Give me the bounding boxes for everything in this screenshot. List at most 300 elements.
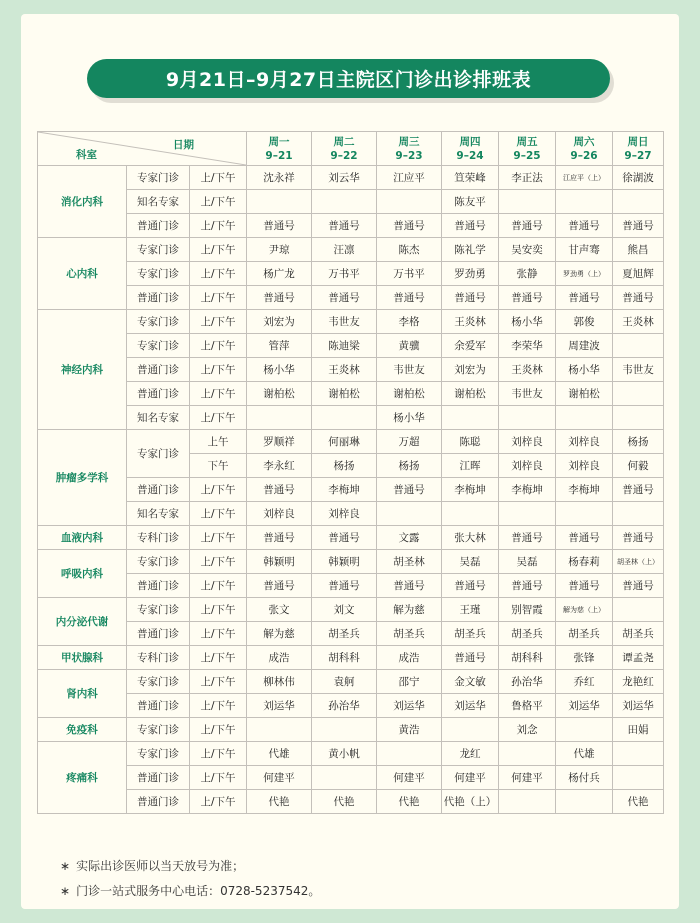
doctor-cell [499, 790, 556, 814]
clinic-type: 普通门诊 [127, 766, 190, 790]
doctor-cell: 李正法 [499, 166, 556, 190]
doctor-cell: 普通号 [613, 526, 664, 550]
table-row [38, 598, 664, 622]
doctor-cell: 何建平 [499, 766, 556, 790]
doctor-cell: 杨扬 [312, 454, 377, 478]
session-time: 上/下午 [190, 382, 247, 406]
doctor-cell: 刘运华 [247, 694, 312, 718]
doctor-cell: 杨小华 [377, 406, 442, 430]
doctor-cell: 胡科科 [312, 646, 377, 670]
clinic-type: 知名专家 [127, 502, 190, 526]
session-time: 上/下午 [190, 406, 247, 430]
table-row [38, 574, 664, 598]
doctor-cell [499, 190, 556, 214]
doctor-cell: 普通号 [442, 286, 499, 310]
doctor-cell: 代艳（上） [442, 790, 499, 814]
note-item [60, 854, 320, 879]
doctor-cell [442, 406, 499, 430]
doctor-cell: 刘梓良 [556, 454, 613, 478]
doctor-cell: 杨小华 [556, 358, 613, 382]
doctor-cell: 刘宏为 [442, 358, 499, 382]
doctor-cell: 韦世友 [377, 358, 442, 382]
doctor-cell: 乔红 [556, 670, 613, 694]
doctor-cell: 普通号 [499, 526, 556, 550]
doctor-cell: 陈礼学 [442, 238, 499, 262]
day-header [312, 132, 377, 166]
clinic-type: 专家门诊 [127, 550, 190, 574]
date-label: 日期 [173, 139, 195, 151]
doctor-cell: 刘梓良 [499, 430, 556, 454]
doctor-cell: 刘梓良 [556, 430, 613, 454]
table-row [38, 694, 664, 718]
doctor-cell: 王炎林 [442, 310, 499, 334]
doctor-cell: 杨扬 [613, 430, 664, 454]
doctor-cell: 王炎林 [613, 310, 664, 334]
doctor-cell: 韦世友 [312, 310, 377, 334]
doctor-cell: 普通号 [499, 286, 556, 310]
schedule-table [37, 131, 664, 814]
session-time: 上/下午 [190, 334, 247, 358]
doctor-cell: 周建波 [556, 334, 613, 358]
doctor-cell: 普通号 [499, 574, 556, 598]
doctor-cell: 沈永祥 [247, 166, 312, 190]
doctor-cell: 刘运华 [377, 694, 442, 718]
weekday-label: 周四 [459, 135, 481, 148]
doctor-cell: 刘梓良 [312, 502, 377, 526]
clinic-type: 专家门诊 [127, 334, 190, 358]
doctor-cell: 谢柏松 [377, 382, 442, 406]
doctor-cell: 胡圣兵 [499, 622, 556, 646]
doctor-cell: 何丽琳 [312, 430, 377, 454]
doctor-cell: 柳林伟 [247, 670, 312, 694]
session-time: 上/下午 [190, 718, 247, 742]
doctor-cell: 代艳 [613, 790, 664, 814]
table-row [38, 190, 664, 214]
doctor-cell: 王炎林 [499, 358, 556, 382]
doctor-cell: 孙治华 [312, 694, 377, 718]
session-time: 上/下午 [190, 358, 247, 382]
doctor-cell: 普通号 [556, 526, 613, 550]
table-row [38, 766, 664, 790]
doctor-cell: 谢柏松 [556, 382, 613, 406]
doctor-cell: 普通号 [312, 286, 377, 310]
table-row [38, 406, 664, 430]
doctor-cell: 普通号 [377, 286, 442, 310]
table-row [38, 718, 664, 742]
doctor-cell [499, 742, 556, 766]
doctor-cell [556, 502, 613, 526]
table-row [38, 382, 664, 406]
doctor-cell: 袁舸 [312, 670, 377, 694]
session-time: 上/下午 [190, 694, 247, 718]
doctor-cell: 管萍 [247, 334, 312, 358]
doctor-cell [613, 742, 664, 766]
doctor-cell: 谢柏松 [442, 382, 499, 406]
doctor-cell: 普通号 [247, 286, 312, 310]
note-item [60, 879, 320, 904]
doctor-cell: 刘云华 [312, 166, 377, 190]
doctor-cell [442, 718, 499, 742]
table-row [38, 310, 664, 334]
doctor-cell: 普通号 [312, 214, 377, 238]
doctor-cell: 胡圣兵 [556, 622, 613, 646]
doctor-cell: 普通号 [442, 646, 499, 670]
date-label: 9–27 [624, 149, 652, 162]
doctor-cell: 杨小华 [247, 358, 312, 382]
department-name: 疼痛科 [38, 742, 127, 814]
department-name: 神经内科 [38, 310, 127, 430]
session-time: 上/下午 [190, 310, 247, 334]
session-time: 上/下午 [190, 742, 247, 766]
clinic-type: 知名专家 [127, 406, 190, 430]
doctor-cell: 李梅坤 [556, 478, 613, 502]
date-label: 9–21 [265, 149, 293, 162]
doctor-cell: 邵宁 [377, 670, 442, 694]
department-name: 血液内科 [38, 526, 127, 550]
doctor-cell [377, 502, 442, 526]
date-label: 9–22 [330, 149, 358, 162]
doctor-cell: 解为慈（上） [556, 598, 613, 622]
clinic-type: 普通门诊 [127, 382, 190, 406]
weekday-label: 周一 [268, 135, 290, 148]
doctor-cell: 胡圣兵 [377, 622, 442, 646]
department-name: 消化内科 [38, 166, 127, 238]
clinic-type: 专家门诊 [127, 742, 190, 766]
doctor-cell: 吴安奕 [499, 238, 556, 262]
doctor-cell: 张大林 [442, 526, 499, 550]
doctor-cell: 江晖 [442, 454, 499, 478]
doctor-cell: 刘运华 [442, 694, 499, 718]
table-row [38, 262, 664, 286]
clinic-type: 专家门诊 [127, 430, 190, 478]
doctor-cell: 普通号 [247, 478, 312, 502]
day-header [247, 132, 312, 166]
clinic-type: 专家门诊 [127, 598, 190, 622]
session-time: 上/下午 [190, 478, 247, 502]
session-time: 上/下午 [190, 238, 247, 262]
doctor-cell: 杨广龙 [247, 262, 312, 286]
doctor-cell: 代艳 [377, 790, 442, 814]
session-time: 上/下午 [190, 790, 247, 814]
doctor-cell: 龙红 [442, 742, 499, 766]
doctor-cell: 张静 [499, 262, 556, 286]
doctor-cell: 汪凛 [312, 238, 377, 262]
doctor-cell [377, 742, 442, 766]
doctor-cell: 成浩 [377, 646, 442, 670]
doctor-cell [613, 598, 664, 622]
doctor-cell: 徐湖波 [613, 166, 664, 190]
doctor-cell: 普通号 [377, 214, 442, 238]
weekday-label: 周二 [333, 135, 355, 148]
doctor-cell [556, 190, 613, 214]
doctor-cell: 陈杰 [377, 238, 442, 262]
clinic-type: 专科门诊 [127, 526, 190, 550]
doctor-cell [556, 790, 613, 814]
doctor-cell: 郭俊 [556, 310, 613, 334]
doctor-cell: 孙治华 [499, 670, 556, 694]
doctor-cell [613, 382, 664, 406]
doctor-cell: 代雄 [247, 742, 312, 766]
clinic-type: 专科门诊 [127, 646, 190, 670]
doctor-cell: 王瑾 [442, 598, 499, 622]
doctor-cell: 李梅坤 [312, 478, 377, 502]
page-title: 9月21日–9月27日主院区门诊出诊排班表 [87, 59, 610, 98]
doctor-cell: 代雄 [556, 742, 613, 766]
session-time: 上/下午 [190, 766, 247, 790]
doctor-cell: 王炎林 [312, 358, 377, 382]
doctor-cell: 别智霞 [499, 598, 556, 622]
doctor-cell: 谢柏松 [247, 382, 312, 406]
session-time: 上/下午 [190, 574, 247, 598]
doctor-cell [247, 190, 312, 214]
doctor-cell: 普通号 [556, 286, 613, 310]
weekday-label: 周日 [627, 135, 649, 148]
table-row [38, 742, 664, 766]
doctor-cell: 胡圣林 [377, 550, 442, 574]
table-row [38, 646, 664, 670]
session-time: 上/下午 [190, 190, 247, 214]
doctor-cell: 韩颖明 [247, 550, 312, 574]
dept-label: 科室 [76, 149, 97, 161]
session-time: 上/下午 [190, 262, 247, 286]
doctor-cell [247, 718, 312, 742]
doctor-cell: 普通号 [556, 214, 613, 238]
session-time: 上/下午 [190, 646, 247, 670]
header-row [38, 132, 664, 166]
note-text: 实际出诊医师以当天放号为准； [76, 859, 245, 873]
clinic-type: 普通门诊 [127, 574, 190, 598]
doctor-cell: 余爱军 [442, 334, 499, 358]
doctor-cell [556, 406, 613, 430]
doctor-cell [613, 406, 664, 430]
day-header [556, 132, 613, 166]
doctor-cell: 张文 [247, 598, 312, 622]
doctor-cell: 黄骥 [377, 334, 442, 358]
notes [60, 854, 320, 904]
doctor-cell: 普通号 [442, 574, 499, 598]
session-time: 上/下午 [190, 526, 247, 550]
date-label: 9–23 [395, 149, 423, 162]
doctor-cell: 胡科科 [499, 646, 556, 670]
doctor-cell [442, 502, 499, 526]
doctor-cell: 刘文 [312, 598, 377, 622]
day-header [613, 132, 664, 166]
table-row [38, 238, 664, 262]
table-row [38, 526, 664, 550]
doctor-cell: 胡圣兵 [312, 622, 377, 646]
doctor-cell: 李梅坤 [442, 478, 499, 502]
doctor-cell: 韩颖明 [312, 550, 377, 574]
doctor-cell: 刘念 [499, 718, 556, 742]
doctor-cell: 普通号 [312, 574, 377, 598]
doctor-cell: 刘梓良 [499, 454, 556, 478]
doctor-cell [556, 718, 613, 742]
header-corner [38, 132, 247, 166]
doctor-cell: 普通号 [556, 574, 613, 598]
table-row [38, 790, 664, 814]
doctor-cell: 刘宏为 [247, 310, 312, 334]
doctor-cell: 谢柏松 [312, 382, 377, 406]
doctor-cell: 鲁格平 [499, 694, 556, 718]
doctor-cell: 李格 [377, 310, 442, 334]
doctor-cell: 解为慈 [377, 598, 442, 622]
department-name: 呼吸内科 [38, 550, 127, 598]
doctor-cell: 江应平 [377, 166, 442, 190]
clinic-type: 普通门诊 [127, 286, 190, 310]
session-time: 上/下午 [190, 622, 247, 646]
doctor-cell: 杨扬 [377, 454, 442, 478]
doctor-cell: 张锋 [556, 646, 613, 670]
doctor-cell: 普通号 [377, 478, 442, 502]
doctor-cell: 甘声骞 [556, 238, 613, 262]
doctor-cell: 何建平 [247, 766, 312, 790]
table-row [38, 430, 664, 454]
clinic-type: 专家门诊 [127, 166, 190, 190]
department-name: 甲状腺科 [38, 646, 127, 670]
doctor-cell [613, 190, 664, 214]
day-header [377, 132, 442, 166]
department-name: 肾内科 [38, 670, 127, 718]
clinic-type: 专家门诊 [127, 718, 190, 742]
doctor-cell: 万书平 [377, 262, 442, 286]
doctor-cell [613, 502, 664, 526]
doctor-cell: 罗顺祥 [247, 430, 312, 454]
doctor-cell: 代艳 [312, 790, 377, 814]
doctor-cell: 吴磊 [442, 550, 499, 574]
clinic-type: 普通门诊 [127, 478, 190, 502]
doctor-cell: 普通号 [613, 574, 664, 598]
table-row [38, 214, 664, 238]
table-row [38, 670, 664, 694]
doctor-cell: 刘运华 [556, 694, 613, 718]
clinic-type: 专家门诊 [127, 238, 190, 262]
doctor-cell: 杨春莉 [556, 550, 613, 574]
clinic-type: 普通门诊 [127, 622, 190, 646]
doctor-cell: 陈聪 [442, 430, 499, 454]
doctor-cell: 文露 [377, 526, 442, 550]
table-row [38, 286, 664, 310]
table-row [38, 478, 664, 502]
asterisk-icon: ∗ [60, 859, 71, 873]
doctor-cell: 普通号 [499, 214, 556, 238]
doctor-cell: 李梅坤 [499, 478, 556, 502]
doctor-cell: 普通号 [247, 574, 312, 598]
doctor-cell [312, 190, 377, 214]
doctor-cell: 普通号 [247, 526, 312, 550]
department-name: 内分泌代谢 [38, 598, 127, 646]
doctor-cell: 江应平（上） [556, 166, 613, 190]
clinic-type: 普通门诊 [127, 790, 190, 814]
session-time: 上/下午 [190, 598, 247, 622]
clinic-type: 专家门诊 [127, 310, 190, 334]
clinic-type: 普通门诊 [127, 358, 190, 382]
clinic-type: 知名专家 [127, 190, 190, 214]
doctor-cell: 普通号 [442, 214, 499, 238]
clinic-type: 专家门诊 [127, 670, 190, 694]
doctor-cell: 陈友平 [442, 190, 499, 214]
table-row [38, 334, 664, 358]
day-header [499, 132, 556, 166]
doctor-cell [377, 190, 442, 214]
doctor-cell: 尹琼 [247, 238, 312, 262]
session-time: 下午 [190, 454, 247, 478]
doctor-cell: 龙艳红 [613, 670, 664, 694]
date-label: 9–26 [570, 149, 598, 162]
doctor-cell: 刘梓良 [247, 502, 312, 526]
doctor-cell: 胡圣兵 [613, 622, 664, 646]
doctor-cell: 罗劲勇 [442, 262, 499, 286]
session-time: 上/下午 [190, 214, 247, 238]
doctor-cell: 胡圣林（上） [613, 550, 664, 574]
doctor-cell: 熊昌 [613, 238, 664, 262]
doctor-cell [247, 406, 312, 430]
doctor-cell: 夏旭辉 [613, 262, 664, 286]
doctor-cell: 何毅 [613, 454, 664, 478]
clinic-type: 普通门诊 [127, 694, 190, 718]
day-header [442, 132, 499, 166]
doctor-cell: 金文敏 [442, 670, 499, 694]
department-name: 心内科 [38, 238, 127, 310]
doctor-cell: 谭孟尧 [613, 646, 664, 670]
asterisk-icon: ∗ [60, 884, 71, 898]
doctor-cell [613, 766, 664, 790]
doctor-cell: 普通号 [247, 214, 312, 238]
department-name: 肿瘤多学科 [38, 430, 127, 526]
doctor-cell [499, 502, 556, 526]
doctor-cell: 万书平 [312, 262, 377, 286]
doctor-cell [312, 406, 377, 430]
doctor-cell: 普通号 [613, 478, 664, 502]
session-time: 上/下午 [190, 286, 247, 310]
weekday-label: 周六 [573, 135, 595, 148]
table-row [38, 166, 664, 190]
clinic-type: 普通门诊 [127, 214, 190, 238]
doctor-cell: 吴磊 [499, 550, 556, 574]
doctor-cell: 杨付兵 [556, 766, 613, 790]
doctor-cell: 万超 [377, 430, 442, 454]
weekday-label: 周五 [516, 135, 538, 148]
table-row [38, 358, 664, 382]
doctor-cell: 普通号 [312, 526, 377, 550]
doctor-cell: 成浩 [247, 646, 312, 670]
doctor-cell [613, 334, 664, 358]
doctor-cell: 韦世友 [499, 382, 556, 406]
doctor-cell: 陈迪梁 [312, 334, 377, 358]
doctor-cell: 韦世友 [613, 358, 664, 382]
date-label: 9–24 [456, 149, 484, 162]
note-text: 门诊一站式服务中心电话：0728-5237542。 [76, 884, 321, 898]
table-row [38, 622, 664, 646]
doctor-cell [499, 406, 556, 430]
weekday-label: 周三 [398, 135, 420, 148]
doctor-cell: 黄浩 [377, 718, 442, 742]
doctor-cell: 田娟 [613, 718, 664, 742]
doctor-cell: 刘运华 [613, 694, 664, 718]
clinic-type: 专家门诊 [127, 262, 190, 286]
session-time: 上/下午 [190, 670, 247, 694]
session-time: 上/下午 [190, 550, 247, 574]
doctor-cell: 李永红 [247, 454, 312, 478]
doctor-cell: 普通号 [613, 214, 664, 238]
session-time: 上/下午 [190, 166, 247, 190]
doctor-cell: 罗劲勇（上） [556, 262, 613, 286]
doctor-cell: 笪荣峰 [442, 166, 499, 190]
department-name: 免疫科 [38, 718, 127, 742]
doctor-cell: 何建平 [442, 766, 499, 790]
session-time: 上/下午 [190, 502, 247, 526]
table-row [38, 550, 664, 574]
table-row [38, 502, 664, 526]
